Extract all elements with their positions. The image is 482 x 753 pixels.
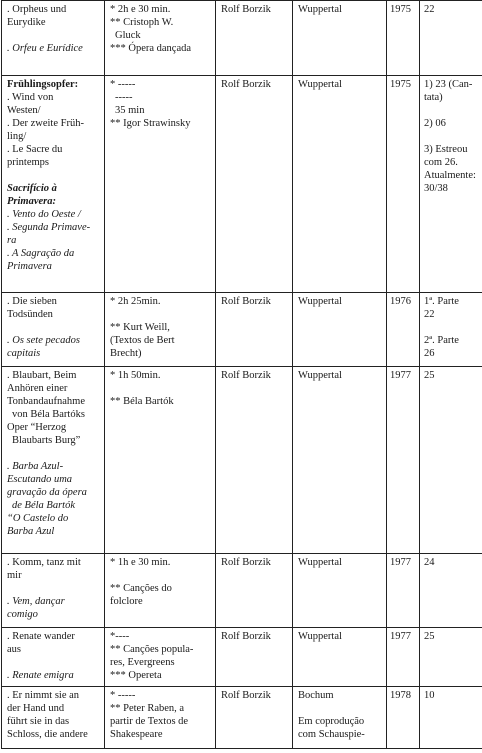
- details-cell: *---- ** Canções popula- res, Evergreens *** Opereta: [105, 628, 216, 687]
- table-row: [2, 687, 482, 749]
- details-cell: * 1h e 30 min. ** Canções do folclore: [105, 554, 216, 628]
- dancers-cell: 1ª. Parte 22 2ª. Parte 26: [420, 293, 482, 367]
- choreographer-cell: Rolf Borzik: [216, 687, 293, 749]
- work-title-cell: . Blaubart, Beim Anhören einer Tonbandaufnahme von Béla Bartóks Oper “Herzog Blaubarts Burg” . Barba Azul- Escutando uma gravação da ópera de Béla Bartók “O Castelo do Barba Azul: [2, 367, 105, 554]
- year-cell: 1977: [387, 367, 420, 554]
- year-cell: 1977: [387, 554, 420, 628]
- dancers-cell: 10: [420, 687, 482, 749]
- dancers-cell: 22: [420, 1, 482, 76]
- table-row: [2, 1, 482, 76]
- place-cell: Wuppertal: [293, 76, 387, 293]
- year-cell: 1976: [387, 293, 420, 367]
- place-cell: Wuppertal: [293, 367, 387, 554]
- dancers-cell: 25: [420, 628, 482, 687]
- productions-table: [1, 0, 482, 749]
- dancers-cell: 1) 23 (Can- tata) 2) 06 3) Estreou com 26. Atualmente: 30/38: [420, 76, 482, 293]
- year-cell: 1977: [387, 628, 420, 687]
- details-cell: * 2h e 30 min. ** Cristoph W. Gluck *** Ópera dançada: [105, 1, 216, 76]
- year-cell: 1975: [387, 76, 420, 293]
- dancers-cell: 24: [420, 554, 482, 628]
- year-cell: 1975: [387, 1, 420, 76]
- details-cell: * 2h 25min. ** Kurt Weill, (Textos de Bert Brecht): [105, 293, 216, 367]
- work-title-cell: . Orpheus und Eurydike . Orfeu e Eurídice: [2, 1, 105, 76]
- work-title-cell: . Die sieben Todsünden . Os sete pecados capitais: [2, 293, 105, 367]
- table-row: [2, 76, 482, 293]
- work-title-cell: Frühlingsopfer: . Wind von Westen/ . Der zweite Früh- ling/ . Le Sacre du printemps Sacrifício à Primavera: . Vento do Oeste / . Segunda Primave- ra . A Sagração da Primavera: [2, 76, 105, 293]
- table-row: [2, 293, 482, 367]
- work-title-cell: . Komm, tanz mit mir . Vem, dançar comigo: [2, 554, 105, 628]
- year-cell: 1978: [387, 687, 420, 749]
- details-cell: * ----- ----- 35 min ** Igor Strawinsky: [105, 76, 216, 293]
- place-cell: Wuppertal: [293, 554, 387, 628]
- choreographer-cell: Rolf Borzik: [216, 554, 293, 628]
- place-cell: Wuppertal: [293, 293, 387, 367]
- choreographer-cell: Rolf Borzik: [216, 367, 293, 554]
- table-row: [2, 367, 482, 554]
- place-cell: Wuppertal: [293, 1, 387, 76]
- details-cell: * ----- ** Peter Raben, a partir de Textos de Shakespeare: [105, 687, 216, 749]
- place-cell: Wuppertal: [293, 628, 387, 687]
- choreographer-cell: Rolf Borzik: [216, 628, 293, 687]
- work-title-cell: . Er nimmt sie an der Hand und führt sie in das Schloss, die andere: [2, 687, 105, 749]
- choreographer-cell: Rolf Borzik: [216, 76, 293, 293]
- table-row: [2, 554, 482, 628]
- place-cell: Bochum Em coprodução com Schauspie-: [293, 687, 387, 749]
- dancers-cell: 25: [420, 367, 482, 554]
- choreographer-cell: Rolf Borzik: [216, 293, 293, 367]
- work-title-cell: . Renate wander aus . Renate emigra: [2, 628, 105, 687]
- table-row: [2, 628, 482, 687]
- details-cell: * 1h 50min. ** Béla Bartók: [105, 367, 216, 554]
- choreographer-cell: Rolf Borzik: [216, 1, 293, 76]
